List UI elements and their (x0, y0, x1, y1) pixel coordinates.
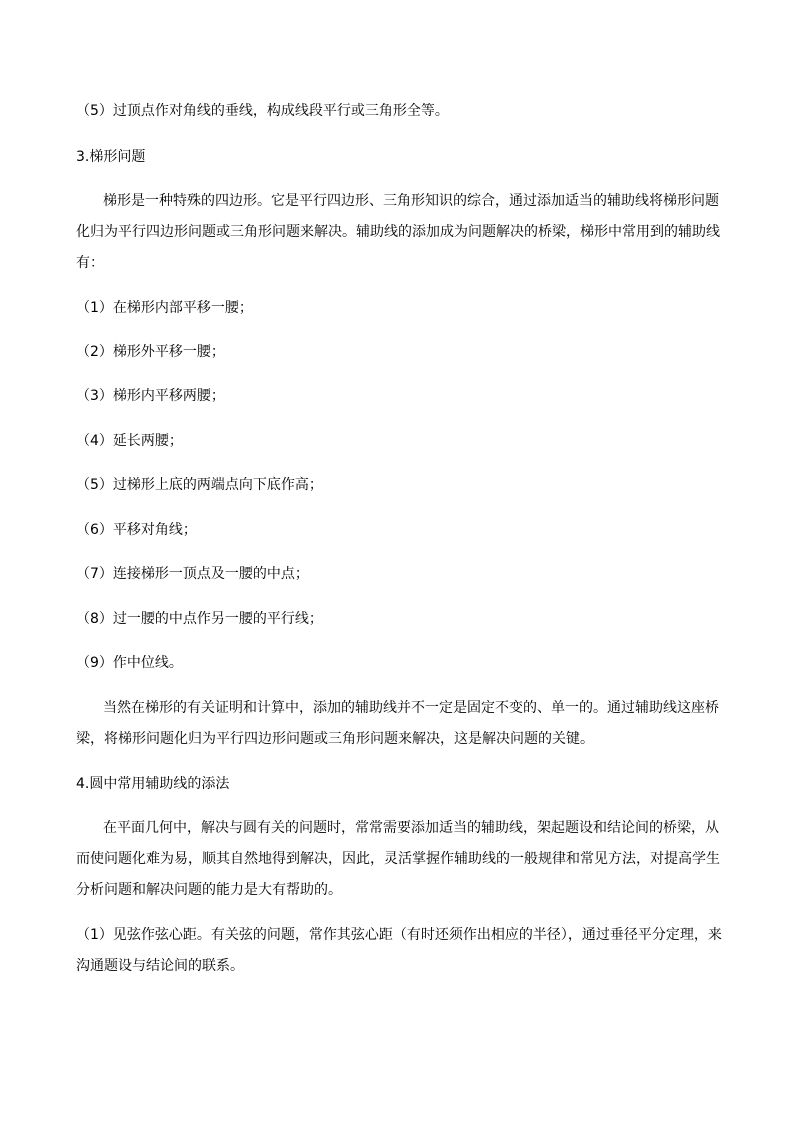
list-item: （1）在梯形内部平移一腰； (76, 300, 253, 316)
paragraph-line: 化归为平行四边形问题或三角形问题来解决。辅助线的添加成为问题解决的桥梁，梯形中常用到的辅助线 (76, 224, 720, 240)
paragraph-line: 梁，将梯形问题化归为平行四边形问题或三角形问题来解决，这是解决问题的关键。 (76, 731, 594, 747)
section-heading-trapezoid: 3.梯形问题 (76, 149, 146, 165)
section-heading-circle: 4.圆中常用辅助线的添法 (76, 776, 230, 792)
list-item: （3）梯形内平移两腰； (76, 388, 225, 404)
paragraph-line: 在平面几何中，解决与圆有关的问题时，常常需要添加适当的辅助线，架起题设和结论间的桥梁，从 (103, 820, 719, 836)
list-item: （7）连接梯形一顶点及一腰的中点； (76, 566, 309, 582)
list-item: （1）见弦作弦心距。有关弦的问题，常作其弦心距（有时还须作出相应的半径），通过垂径平分定理，来 (76, 927, 722, 943)
list-item-continuation: 沟通题设与结论间的联系。 (76, 958, 244, 974)
list-item: （6）平移对角线； (76, 522, 197, 538)
list-item: （4）延长两腰； (76, 433, 183, 449)
paragraph-line: 当然在梯形的有关证明和计算中，添加的辅助线并不一定是固定不变的、单一的。通过辅助线这座桥 (103, 700, 719, 716)
list-item: （5）过梯形上底的两端点向下底作高； (76, 477, 323, 493)
list-item: （2）梯形外平移一腰； (76, 344, 225, 360)
list-item: （9）作中位线。 (76, 655, 183, 671)
list-item: （8）过一腰的中点作另一腰的平行线； (76, 611, 323, 627)
paragraph-line: 有： (76, 255, 104, 271)
paragraph-line: 分析问题和解决问题的能力是大有帮助的。 (76, 882, 342, 898)
paragraph-line: 而使问题化难为易，顺其自然地得到解决，因此，灵活掌握作辅助线的一般规律和常见方法，对提高学生 (76, 851, 720, 867)
paragraph-line: 梯形是一种特殊的四边形。它是平行四边形、三角形知识的综合，通过添加适当的辅助线将梯形问题 (103, 193, 719, 209)
item-5-vertex-perpendicular: （5）过顶点作对角线的垂线，构成线段平行或三角形全等。 (76, 103, 449, 119)
